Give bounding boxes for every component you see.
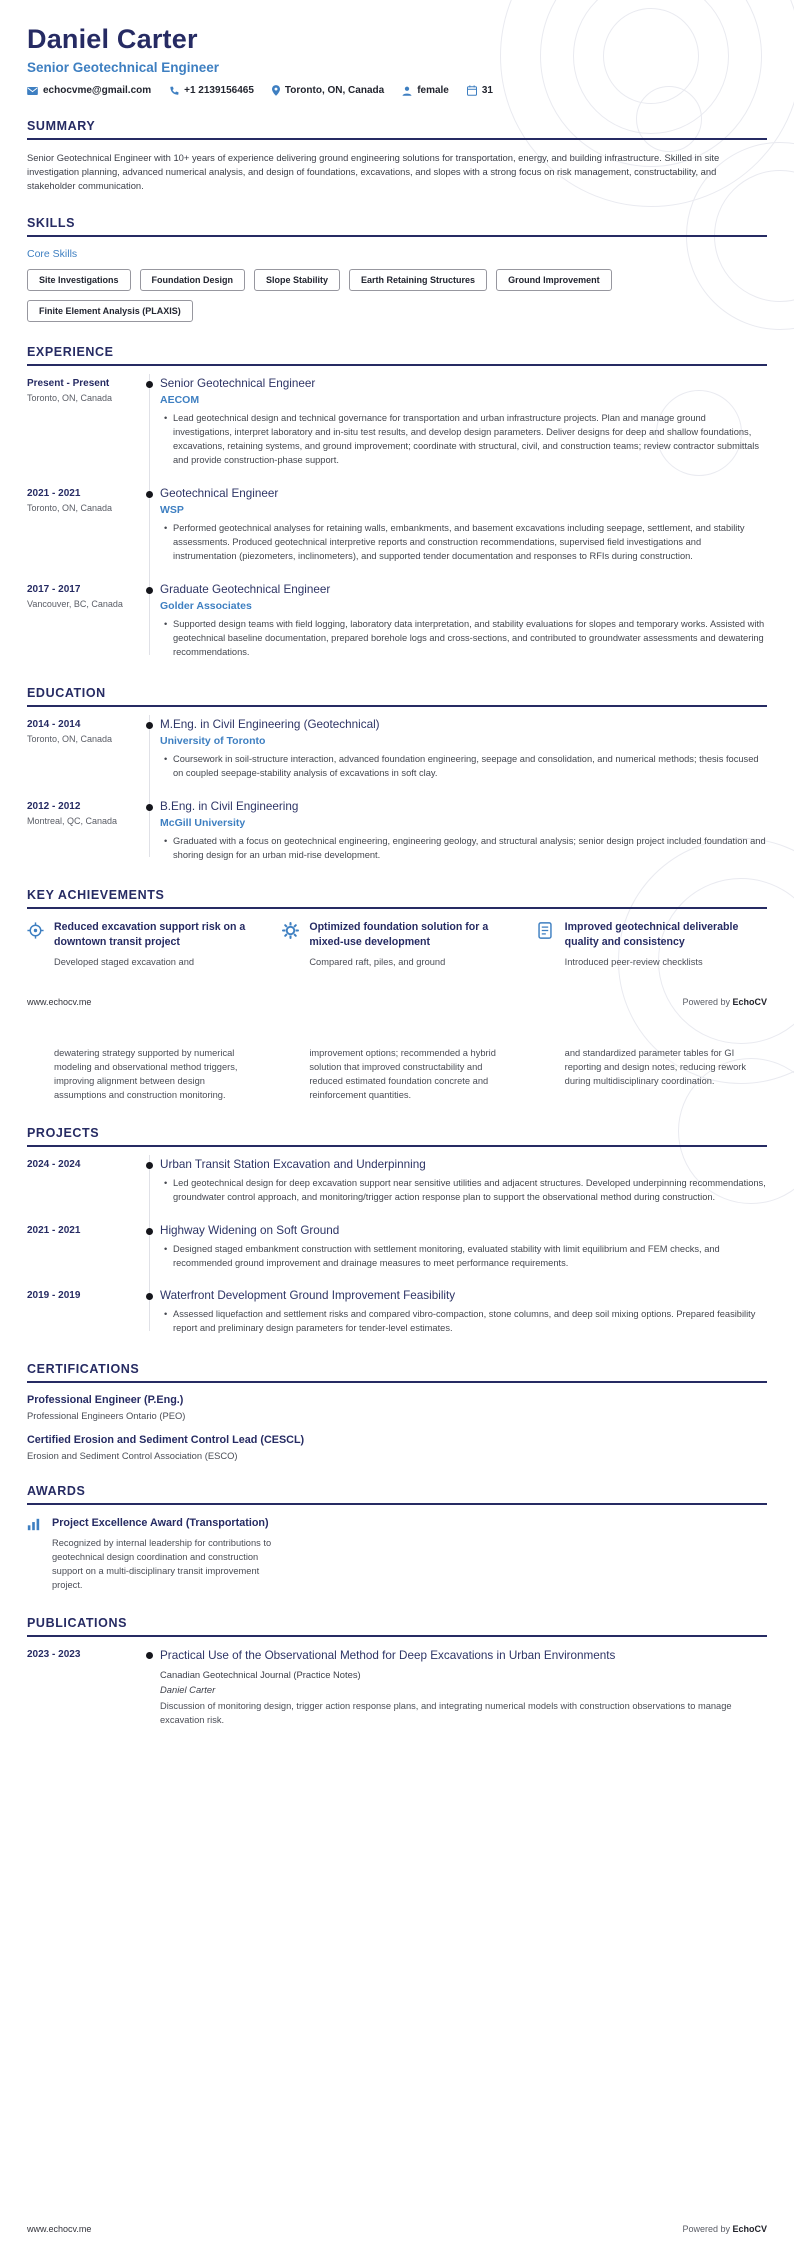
degree-name: B.Eng. in Civil Engineering xyxy=(160,799,299,813)
email-icon xyxy=(27,87,38,95)
person-icon xyxy=(402,86,412,96)
achievement-text-continued: improvement options; recommended a hybrid solution that improved constructability and reduced estimated foundation concrete and reinforcement quantities. xyxy=(309,1047,496,1100)
candidate-name: Daniel Carter xyxy=(27,24,198,54)
job-bullets xyxy=(160,522,767,564)
footer-powered-link[interactable] xyxy=(682,997,767,1007)
awards-section xyxy=(27,1484,767,1592)
publication-description: Discussion of monitoring design, trigger action response plans, and integrating numerical models with construction observations to manage excavation risk. xyxy=(160,1701,732,1725)
job-bullet: • Performed geotechnical analyses for retaining walls, embankments, and basement excavations including seepage, settlement, and stability assessments. Produced geotechnical interpretive reports and construction recommendations, supervised field investigations and instrumentation (piezometers, inclinometers), and supported tender documentation and responses to RFIs during construction. xyxy=(173,522,767,564)
award-text: Recognized by internal leadership for contributions to geotechnical design coordination and construction support on a multi-disciplinary transit improvement project. xyxy=(52,1537,272,1590)
certification-entry xyxy=(27,1394,767,1421)
entry-dates: 2021 - 2021 xyxy=(27,1224,81,1236)
skill-chips xyxy=(27,269,767,322)
achievement-item xyxy=(538,920,767,970)
job-bullets xyxy=(160,618,767,660)
page2-footer xyxy=(27,2224,767,2234)
skill-chip: Foundation Design xyxy=(140,269,246,291)
project-title: Urban Transit Station Excavation and Underpinning xyxy=(160,1157,426,1171)
project-title: Highway Widening on Soft Ground xyxy=(160,1223,340,1237)
skills-heading: SKILLS xyxy=(27,216,767,237)
entry-dates: Present - Present xyxy=(27,378,110,390)
achievement-text: Developed staged excavation and xyxy=(54,957,195,968)
entry-content xyxy=(160,1648,767,1728)
entry-content xyxy=(160,377,767,471)
project-bullet: • Led geotechnical design for deep excavation support near sensitive utilities and adjacent structures. Developed underpinning recommendations, groundwater control approach, and monitoring/trigger action response plan to support the observational method during construction. xyxy=(173,1177,767,1205)
contact-age-text: 31 xyxy=(481,85,493,96)
contact-gender-text: female xyxy=(417,85,449,96)
experience-entries xyxy=(27,366,767,662)
achievement-title: Reduced excavation support risk on a downtown transit project xyxy=(54,921,246,948)
school-name: University of Toronto xyxy=(160,734,266,747)
entry-dates: 2019 - 2019 xyxy=(27,1290,81,1302)
publications-heading: PUBLICATIONS xyxy=(27,1616,767,1637)
entry-meta xyxy=(27,1224,160,1274)
contact-location-text: Toronto, ON, Canada xyxy=(284,85,385,96)
footer-brand: EchoCV xyxy=(732,996,767,1007)
certification-title: Certified Erosion and Sediment Control Lead (CESCL) xyxy=(27,1434,305,1447)
project-bullets xyxy=(160,1177,767,1205)
entry-content xyxy=(160,1224,767,1274)
summary-heading: SUMMARY xyxy=(27,119,767,140)
footer-site-link[interactable]: www.echocv.me xyxy=(27,2224,92,2234)
entry-meta xyxy=(27,718,160,784)
company-name: WSP xyxy=(160,504,184,517)
entry-dates: 2014 - 2014 xyxy=(27,718,81,730)
timeline-dot xyxy=(146,1228,153,1235)
entry-location: Toronto, ON, Canada xyxy=(27,733,113,744)
entry-location: Montreal, QC, Canada xyxy=(27,815,118,826)
degree-bullet: • Graduated with a focus on geotechnical engineering, engineering geology, and structural analysis; senior design project included foundation and shoring design for an urban mid-rise development. xyxy=(173,835,767,863)
document-checklist-icon xyxy=(538,920,556,970)
project-bullets xyxy=(160,1243,767,1271)
entry-meta xyxy=(27,487,160,567)
achievement-text-continued: and standardized parameter tables for GI reporting and design notes, reducing rework during multidisciplinary coordination. xyxy=(564,1047,747,1086)
certification-issuer: Erosion and Sediment Control Association (ESCO) xyxy=(27,1450,238,1462)
entry-meta xyxy=(27,1648,160,1728)
page1-footer xyxy=(27,997,767,1007)
entry-content xyxy=(160,487,767,567)
experience-entry xyxy=(27,583,767,663)
skills-section xyxy=(27,216,767,322)
skill-chip: Site Investigations xyxy=(27,269,131,291)
phone-icon xyxy=(169,86,179,96)
project-bullets xyxy=(160,1308,767,1336)
certification-title: Professional Engineer (P.Eng.) xyxy=(27,1394,184,1407)
contact-age xyxy=(467,85,493,96)
certification-entry xyxy=(27,1434,767,1461)
key-achievements-heading: KEY ACHIEVEMENTS xyxy=(27,888,767,909)
job-role: Senior Geotechnical Engineer xyxy=(160,377,316,391)
timeline-dot xyxy=(146,587,153,594)
entry-meta xyxy=(27,377,160,471)
projects-heading: PROJECTS xyxy=(27,1126,767,1147)
achievement-item xyxy=(282,920,511,970)
resume-header xyxy=(27,24,767,96)
footer-site-link[interactable]: www.echocv.me xyxy=(27,996,92,1007)
education-heading: EDUCATION xyxy=(27,686,767,707)
achievement-text-continued: dewatering strategy supported by numerical modeling and observational method triggers, improving alignment between design assumptions and construction monitoring. xyxy=(54,1047,238,1100)
publications-entries xyxy=(27,1637,767,1728)
award-title: Project Excellence Award (Transportation) xyxy=(52,1517,269,1530)
contact-row xyxy=(27,85,767,96)
job-role: Geotechnical Engineer xyxy=(160,487,279,501)
entry-dates: 2012 - 2012 xyxy=(27,800,81,812)
entry-content xyxy=(160,718,767,784)
degree-bullet: • Coursework in soil-structure interaction, advanced foundation engineering, seepage and consolidation, and numerical methods; thesis focused on coupled seepage-stability analysis of excavations in soft clay. xyxy=(173,753,767,781)
company-name: AECOM xyxy=(160,394,200,407)
project-entry xyxy=(27,1224,767,1274)
degree-name: M.Eng. in Civil Engineering (Geotechnical) xyxy=(160,717,380,731)
contact-phone-text: +1 2139156465 xyxy=(184,85,254,96)
education-entry xyxy=(27,718,767,784)
project-bullet: • Designed staged embankment construction with settlement monitoring, evaluated stability with limit equilibrium and FEM checks, and recommended ground improvement and drainage measures to meet performance requirements. xyxy=(173,1243,767,1271)
entry-location: Toronto, ON, Canada xyxy=(27,503,113,514)
summary-text: Senior Geotechnical Engineer with 10+ years of experience delivering ground engineering solutions for transportation, energy, and building infrastructure. Skilled in site investigation planning, advanced numerical analysis, and design of foundations, excavations, and slopes with a strong focus on risk management, constructability, and stakeholder communication. xyxy=(27,152,720,192)
entry-location: Toronto, ON, Canada xyxy=(27,393,113,404)
calendar-icon xyxy=(467,85,477,96)
job-bullet: • Supported design teams with field logging, laboratory data interpretation, and stability evaluations for slopes and temporary works. Assisted with geotechnical baseline documentation, prepared borehole logs and cross-sections, and contributed to groundwater assessments and dewatering recommendations. xyxy=(173,618,767,660)
job-bullets xyxy=(160,412,767,468)
awards-heading: AWARDS xyxy=(27,1484,767,1505)
publication-journal: Canadian Geotechnical Journal (Practice Notes) xyxy=(160,1669,361,1681)
project-entry xyxy=(27,1289,767,1339)
job-bullet: • Lead geotechnical design and technical governance for transportation and urban infrastructure projects. Plan and manage ground investigations, interpret laboratory and in-situ test results, and develop design parameters. Deliver designs for deep and shallow foundations, excavations, retaining systems, and ground improvement; coordinate with structural, civil, and construction teams; review contractor submittals and provide construction-phase support. xyxy=(173,412,767,468)
degree-bullets xyxy=(160,835,767,863)
entry-content xyxy=(160,1158,767,1208)
certification-issuer: Professional Engineers Ontario (PEO) xyxy=(27,1410,186,1422)
entry-dates: 2021 - 2021 xyxy=(27,488,81,500)
candidate-title: Senior Geotechnical Engineer xyxy=(27,60,220,75)
bar-chart-icon xyxy=(27,1516,42,1592)
target-icon xyxy=(27,920,45,970)
education-entry xyxy=(27,800,767,866)
entry-dates: 2017 - 2017 xyxy=(27,583,81,595)
footer-powered-prefix: Powered by xyxy=(682,2224,730,2234)
job-role: Graduate Geotechnical Engineer xyxy=(160,582,331,596)
achievement-text: Introduced peer-review checklists xyxy=(564,957,703,968)
entry-content xyxy=(160,583,767,663)
entry-meta xyxy=(27,1289,160,1339)
summary-section xyxy=(27,119,767,193)
education-entries xyxy=(27,707,767,866)
school-name: McGill University xyxy=(160,816,246,829)
footer-powered-link[interactable] xyxy=(682,2224,767,2234)
entry-location: Vancouver, BC, Canada xyxy=(27,598,123,609)
achievements-grid xyxy=(27,909,767,970)
key-achievements-section xyxy=(27,888,767,970)
publications-section xyxy=(27,1616,767,1728)
experience-heading: EXPERIENCE xyxy=(27,345,767,366)
publication-entry xyxy=(27,1648,767,1728)
experience-entry xyxy=(27,377,767,471)
degree-bullets xyxy=(160,753,767,781)
entry-dates: 2024 - 2024 xyxy=(27,1158,81,1170)
education-section xyxy=(27,686,767,866)
footer-brand: EchoCV xyxy=(732,2224,767,2234)
certifications-section xyxy=(27,1362,767,1461)
location-pin-icon xyxy=(272,85,280,96)
projects-entries xyxy=(27,1147,767,1340)
projects-section xyxy=(27,1126,767,1340)
award-entry xyxy=(27,1516,272,1592)
company-name: Golder Associates xyxy=(160,599,252,612)
timeline-dot xyxy=(146,722,153,729)
contact-location xyxy=(272,85,384,96)
project-entry xyxy=(27,1158,767,1208)
gear-icon xyxy=(282,920,300,970)
entry-meta xyxy=(27,800,160,866)
contact-phone[interactable] xyxy=(169,85,254,96)
timeline-dot xyxy=(146,804,153,811)
achievement-text: Compared raft, piles, and ground xyxy=(309,957,446,968)
achievement-title: Optimized foundation solution for a mixed-use development xyxy=(309,921,489,948)
skill-chip: Finite Element Analysis (PLAXIS) xyxy=(27,300,193,322)
contact-email[interactable] xyxy=(27,85,151,96)
skill-chip: Ground Improvement xyxy=(496,269,612,291)
publication-title: Practical Use of the Observational Method for Deep Excavations in Urban Environments xyxy=(160,1648,616,1662)
timeline-dot xyxy=(146,1162,153,1169)
skills-group-label: Core Skills xyxy=(27,248,78,261)
achievement-item xyxy=(27,920,256,970)
experience-section xyxy=(27,345,767,662)
achievements-continued xyxy=(27,1047,767,1103)
contact-gender xyxy=(402,85,449,96)
entry-content xyxy=(160,800,767,866)
project-bullet: • Assessed liquefaction and settlement risks and compared vibro-compaction, stone columns, and deep soil mixing options. Prepared feasibility report and preliminary design parameters for tender-level estimates. xyxy=(173,1308,767,1336)
timeline-dot xyxy=(146,1652,153,1659)
footer-powered-prefix: Powered by xyxy=(682,996,730,1007)
entry-meta xyxy=(27,583,160,663)
project-title: Waterfront Development Ground Improvement Feasibility xyxy=(160,1289,456,1303)
contact-email-text: echocvme@gmail.com xyxy=(43,85,152,96)
publication-authors: Daniel Carter xyxy=(160,1684,216,1696)
achievement-title: Improved geotechnical deliverable quality and consistency xyxy=(564,921,739,948)
entry-meta xyxy=(27,1158,160,1208)
experience-entry xyxy=(27,487,767,567)
certifications-heading: CERTIFICATIONS xyxy=(27,1362,767,1383)
skill-chip: Earth Retaining Structures xyxy=(349,269,487,291)
entry-dates: 2023 - 2023 xyxy=(27,1648,81,1660)
certifications-list xyxy=(27,1383,767,1461)
skill-chip: Slope Stability xyxy=(254,269,340,291)
entry-content xyxy=(160,1289,767,1339)
